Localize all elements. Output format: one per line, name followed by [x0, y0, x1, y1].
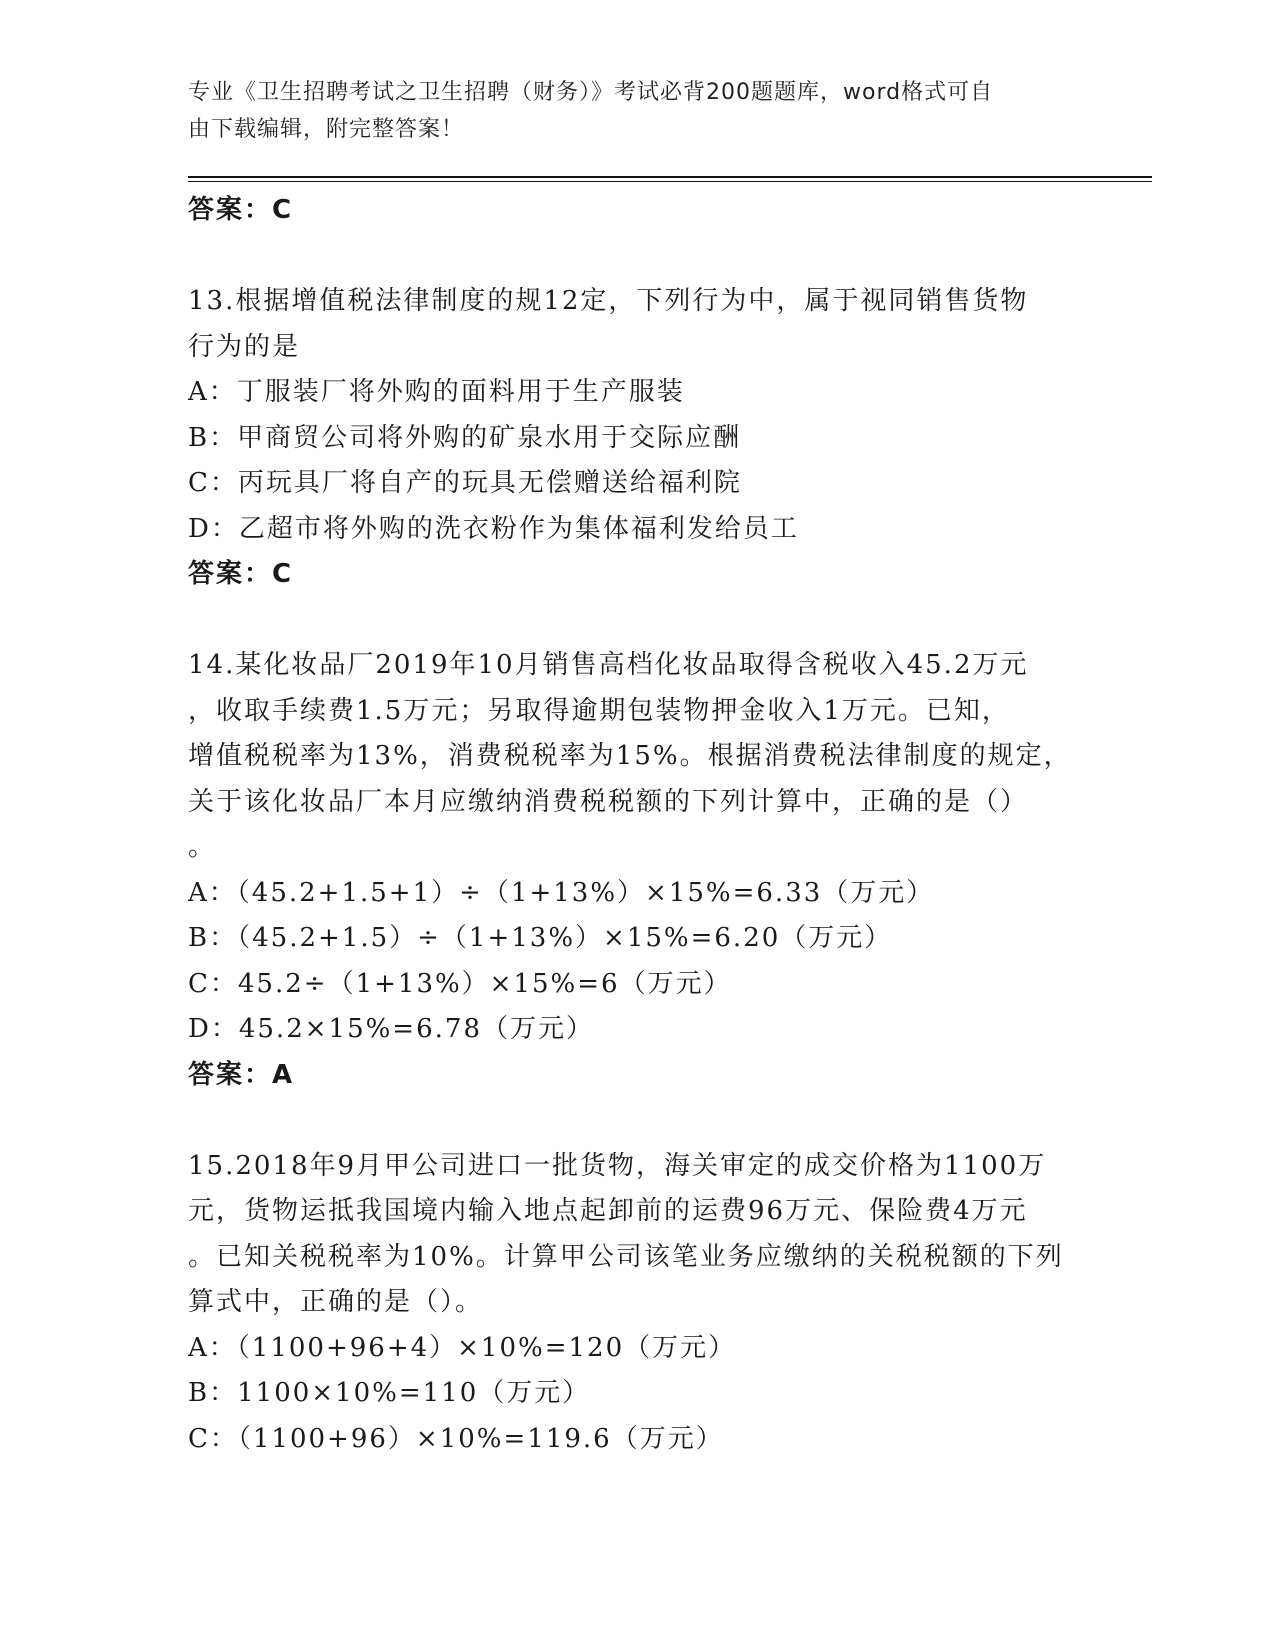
question-list	[188, 188, 1088, 1462]
spacer	[188, 1098, 1088, 1144]
question-text: ，收取手续费1.5万元；另取得逾期包装物押金收入1万元。已知，	[188, 695, 1010, 726]
option-c: C：丙玩具厂将自产的玩具无偿赠送给福利院	[188, 468, 742, 498]
question-text: 。	[188, 832, 217, 862]
answer: 答案：C	[188, 559, 294, 589]
option-b: B：（45.2+1.5）÷（1+13%）×15%=6.20（万元）	[188, 923, 893, 953]
option-a: A：（45.2+1.5+1）÷（1+13%）×15%=6.33（万元）	[188, 877, 935, 908]
question-text: 。已知关税税率为10%。计算甲公司该笔业务应缴纳的关税税额的下列	[188, 1241, 1064, 1272]
option-d: D：乙超市将外购的洗衣粉作为集体福利发给员工	[188, 513, 799, 544]
option-b: B：1100×10%=110（万元）	[188, 1378, 591, 1408]
option-a: A：丁服装厂将外购的面料用于生产服装	[188, 377, 685, 407]
spacer	[188, 598, 1088, 644]
question-text: 15.2018年9月甲公司进口一批货物，海关审定的成交价格为1100万	[188, 1150, 1047, 1181]
question-text: 关于该化妆品厂本月应缴纳消费税税额的下列计算中，正确的是（）	[188, 786, 1029, 817]
question-text: 算式中，正确的是（）。	[188, 1287, 484, 1317]
option-c: C：（1100+96）×10%=119.6（万元）	[188, 1423, 724, 1454]
previous-answer: 答案：C	[188, 195, 294, 225]
answer: 答案：A	[188, 1059, 295, 1090]
question-text: 14.某化妆品厂2019年10月销售高档化妆品取得含税收入45.2万元	[188, 650, 1029, 680]
header-line-1: 专业《卫生招聘考试之卫生招聘（财务）》考试必背200题题库，word格式可自	[188, 80, 994, 105]
question-text: 增值税税率为13%，消费税税率为15%。根据消费税法律制度的规定，	[188, 741, 1072, 771]
question-text: 13.根据增值税法律制度的规12定，下列行为中，属于视同销售货物	[188, 286, 1029, 316]
header-divider-thin	[188, 181, 1152, 182]
question-text: 行为的是	[188, 331, 301, 362]
option-c: C：45.2÷（1+13%）×15%=6（万元）	[188, 968, 732, 999]
question-14	[188, 643, 1088, 1098]
option-b: B：甲商贸公司将外购的矿泉水用于交际应酬	[188, 422, 742, 453]
option-a: A：（1100+96+4）×10%=120（万元）	[188, 1332, 737, 1363]
question-text: 元，货物运抵我国境内输入地点起卸前的运费96万元、保险费4万元	[188, 1196, 1028, 1226]
document-header	[188, 74, 1068, 148]
header-divider	[188, 176, 1152, 178]
question-13	[188, 279, 1088, 598]
header-line-2: 由下载编辑，附完整答案！	[188, 117, 465, 142]
option-d: D：45.2×15%=6.78（万元）	[188, 1014, 594, 1044]
question-15	[188, 1144, 1088, 1463]
spacer	[188, 234, 1088, 280]
